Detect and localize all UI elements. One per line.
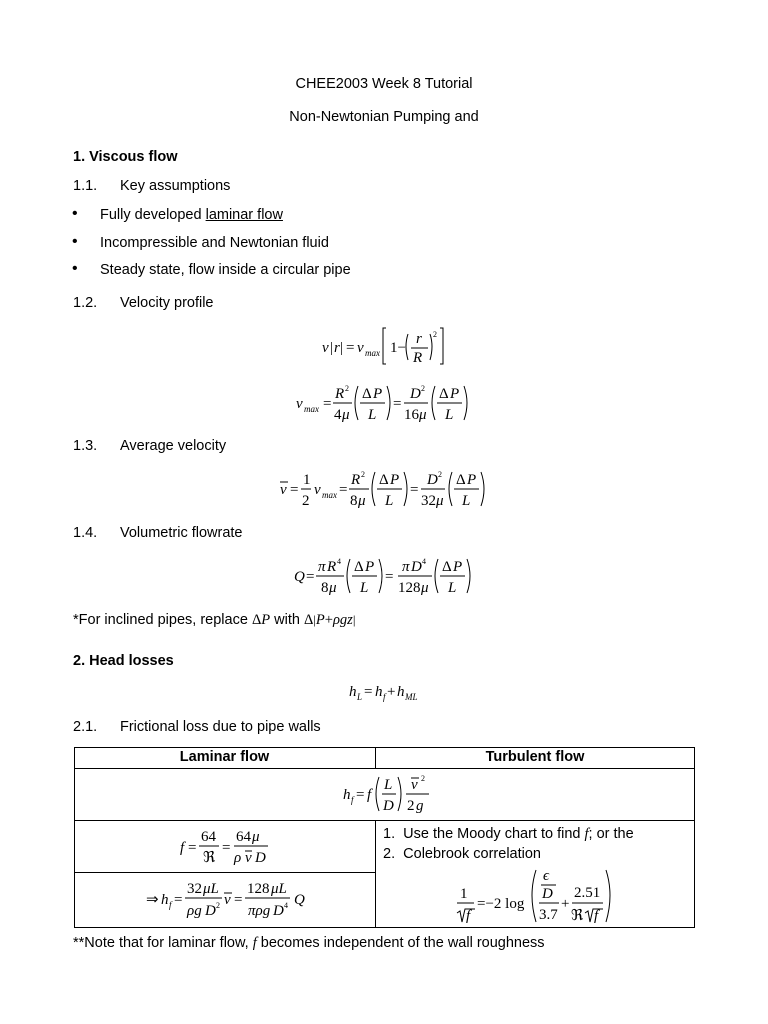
footnote-text: becomes independent of the wall roughness [256, 935, 545, 951]
svg-text:ℜ: ℜ [203, 850, 216, 866]
svg-text:Δ: Δ [456, 472, 466, 488]
svg-text:Δ: Δ [442, 559, 452, 575]
svg-text:2: 2 [421, 384, 425, 393]
list-number: 2. [383, 846, 396, 862]
svg-text:64: 64 [201, 829, 216, 845]
svg-text:Q: Q [294, 569, 305, 585]
bullet-icon: • [72, 205, 78, 222]
svg-text:L: L [384, 777, 393, 793]
svg-text:2: 2 [433, 330, 437, 339]
section-2-heading: 2. Head losses [73, 653, 174, 669]
svg-text:h: h [375, 684, 383, 700]
svg-text:=−2 log: =−2 log [477, 896, 525, 912]
turbulent-item-2 [383, 846, 541, 862]
svg-text:=: = [222, 840, 231, 856]
svg-text:R: R [351, 472, 361, 488]
svg-text:f: f [594, 908, 599, 924]
svg-text:R: R [413, 350, 423, 366]
inclined-pipe-note [73, 612, 355, 629]
svg-text:+: + [561, 896, 570, 912]
svg-text:v: v [296, 396, 303, 412]
laminar-footnote [73, 935, 545, 952]
bullet-item: Steady state, flow inside a circular pipe [100, 262, 351, 278]
subsection-title: Volumetric flowrate [120, 525, 243, 541]
svg-text:ML: ML [405, 692, 418, 702]
svg-text:D: D [542, 886, 553, 902]
footnote-text: **Note that for laminar flow, [73, 935, 253, 951]
svg-text:P: P [453, 559, 463, 575]
svg-text:L: L [385, 493, 394, 509]
svg-text:μL: μL [203, 881, 219, 897]
svg-text:Δ: Δ [379, 472, 389, 488]
svg-text:Q: Q [294, 892, 305, 908]
svg-text:v: v [357, 340, 364, 356]
subsection-number: 1.4. [73, 525, 98, 541]
turbulent-item-1 [383, 826, 634, 843]
bullet-text: Fully developed [100, 207, 206, 223]
subsection-number: 1.2. [73, 295, 98, 311]
list-text: Colebrook correlation [403, 846, 541, 862]
svg-text:L: L [368, 407, 377, 423]
svg-text:L: L [445, 407, 454, 423]
svg-text:|: | [330, 340, 334, 356]
svg-text:=: = [356, 787, 365, 803]
svg-text:g: g [416, 798, 424, 814]
colebrook-equation [455, 864, 620, 926]
note-text: with [270, 612, 304, 628]
svg-text:f: f [383, 692, 386, 702]
svg-text:R: R [327, 559, 337, 575]
svg-text:Δ: Δ [354, 559, 364, 575]
svg-text:16: 16 [404, 407, 419, 423]
svg-text:v: v [280, 482, 287, 498]
list-number: 1. [383, 826, 396, 842]
average-velocity-equation [278, 466, 493, 512]
svg-text:D: D [255, 850, 266, 866]
subsection-number: 1.1. [73, 178, 98, 194]
svg-text:2: 2 [421, 774, 425, 783]
svg-text:Δ: Δ [362, 386, 372, 402]
note-text: *For inclined pipes, replace [73, 612, 252, 628]
subsection-number: 1.3. [73, 438, 98, 454]
svg-text:8: 8 [350, 493, 358, 509]
svg-text:P: P [390, 472, 400, 488]
svg-text:|: | [340, 340, 344, 356]
svg-text:3.7: 3.7 [539, 907, 558, 923]
svg-text:32: 32 [187, 881, 202, 897]
svg-text:=: = [410, 482, 419, 498]
svg-text:f: f [351, 795, 354, 805]
svg-text:π: π [402, 559, 410, 575]
svg-text:P: P [365, 559, 375, 575]
list-text: Use the Moody chart to find [403, 826, 585, 842]
list-text: ; or the [588, 826, 634, 842]
svg-text:v: v [224, 892, 231, 908]
svg-text:4: 4 [422, 557, 426, 566]
svg-text:L: L [357, 692, 363, 702]
svg-text:+: + [387, 684, 396, 700]
velocity-profile-equation [320, 322, 450, 370]
svg-text:max: max [304, 404, 319, 414]
svg-text:μL: μL [271, 881, 287, 897]
laminar-friction-factor-equation [178, 824, 273, 870]
svg-text:32: 32 [421, 493, 436, 509]
svg-text:4: 4 [334, 407, 342, 423]
svg-text:ρg: ρg [187, 903, 202, 919]
volumetric-flowrate-equation [292, 553, 482, 599]
bullet-icon: • [72, 260, 78, 277]
svg-text:=: = [385, 569, 394, 585]
subsection-title: Key assumptions [120, 178, 231, 194]
svg-text:D: D [427, 472, 438, 488]
svg-text:R: R [335, 386, 345, 402]
svg-text:L: L [360, 580, 369, 596]
max-velocity-equation [294, 380, 484, 426]
svg-text:D: D [273, 903, 284, 919]
svg-text:max: max [365, 348, 380, 358]
svg-text:μ: μ [436, 493, 444, 509]
subsection-title: Average velocity [120, 438, 227, 454]
subsection-title: Velocity profile [120, 295, 214, 311]
svg-text:=: = [188, 840, 197, 856]
bullet-item: Incompressible and Newtonian fluid [100, 235, 329, 251]
svg-text:v: v [245, 850, 252, 866]
turbulent-column-header: Turbulent flow [485, 749, 585, 765]
svg-text:f: f [367, 787, 372, 803]
svg-text:v: v [314, 482, 321, 498]
subsection-number: 2.1. [73, 719, 98, 735]
svg-text:μ: μ [358, 493, 366, 509]
svg-text:μ: μ [419, 407, 427, 423]
svg-text:h: h [349, 684, 357, 700]
svg-text:2: 2 [302, 493, 310, 509]
svg-text:Δ: Δ [439, 386, 449, 402]
math-f: f [252, 935, 257, 951]
svg-text:v: v [411, 777, 418, 793]
svg-text:=: = [346, 340, 355, 356]
svg-text:4: 4 [284, 901, 288, 910]
svg-text:2: 2 [216, 901, 220, 910]
svg-text:D: D [383, 798, 394, 814]
svg-text:P: P [467, 472, 477, 488]
svg-text:⇒: ⇒ [146, 892, 159, 908]
svg-text:=: = [364, 684, 373, 700]
darcy-weisbach-equation [341, 771, 436, 817]
svg-text:2: 2 [407, 798, 415, 814]
svg-text:=: = [174, 892, 183, 908]
svg-text:r: r [334, 340, 340, 356]
svg-text:=: = [323, 396, 332, 412]
svg-text:8: 8 [321, 580, 329, 596]
svg-text:2: 2 [361, 470, 365, 479]
svg-text:μ: μ [421, 580, 429, 596]
svg-text:2.51: 2.51 [574, 885, 601, 901]
svg-text:ℜ: ℜ [571, 908, 584, 924]
svg-text:μ: μ [342, 407, 350, 423]
bullet-item [100, 207, 283, 223]
math-delta-p-rho-gz: Δ|P+ρgz| [303, 612, 356, 628]
laminar-column-header: Laminar flow [179, 749, 270, 765]
svg-text:=: = [234, 892, 243, 908]
svg-text:D: D [411, 559, 422, 575]
laminar-flow-link[interactable]: laminar flow [205, 207, 283, 223]
head-loss-equation [347, 680, 427, 704]
svg-text:=: = [290, 482, 299, 498]
svg-text:64: 64 [236, 829, 251, 845]
svg-text:max: max [322, 490, 337, 500]
svg-text:2: 2 [438, 470, 442, 479]
svg-text:h: h [161, 892, 169, 908]
svg-text:=: = [339, 482, 348, 498]
svg-text:f: f [466, 908, 471, 924]
svg-text:D: D [205, 903, 216, 919]
svg-text:r: r [416, 331, 422, 347]
math-f: f [584, 826, 589, 842]
bullet-icon: • [72, 233, 78, 250]
svg-text:P: P [373, 386, 383, 402]
svg-text:ϵ: ϵ [543, 868, 550, 884]
svg-text:πρg: πρg [248, 903, 271, 919]
svg-text:π: π [318, 559, 326, 575]
svg-text:1−: 1− [390, 340, 406, 356]
svg-text:L: L [448, 580, 457, 596]
svg-text:128: 128 [398, 580, 421, 596]
svg-text:μ: μ [252, 829, 260, 845]
svg-text:2: 2 [345, 384, 349, 393]
svg-text:=: = [306, 569, 315, 585]
laminar-head-loss-equation [144, 876, 314, 924]
svg-text:1: 1 [460, 886, 468, 902]
svg-text:h: h [397, 684, 405, 700]
svg-text:D: D [410, 386, 421, 402]
svg-text:=: = [393, 396, 402, 412]
document-title: CHEE2003 Week 8 Tutorial [295, 76, 473, 92]
document-subtitle: Non-Newtonian Pumping and [289, 109, 479, 125]
svg-text:4: 4 [337, 557, 341, 566]
svg-text:128: 128 [247, 881, 270, 897]
svg-text:f: f [180, 840, 185, 856]
section-1-heading: 1. Viscous flow [73, 149, 178, 165]
svg-text:P: P [450, 386, 460, 402]
svg-text:L: L [462, 493, 471, 509]
svg-text:ρ: ρ [234, 850, 242, 866]
svg-text:f: f [169, 900, 172, 910]
subsection-title: Frictional loss due to pipe walls [120, 719, 321, 735]
svg-text:v: v [322, 340, 329, 356]
svg-text:1: 1 [303, 472, 311, 488]
svg-text:h: h [343, 787, 351, 803]
svg-text:μ: μ [329, 580, 337, 596]
math-delta-p: ΔP [251, 612, 271, 628]
